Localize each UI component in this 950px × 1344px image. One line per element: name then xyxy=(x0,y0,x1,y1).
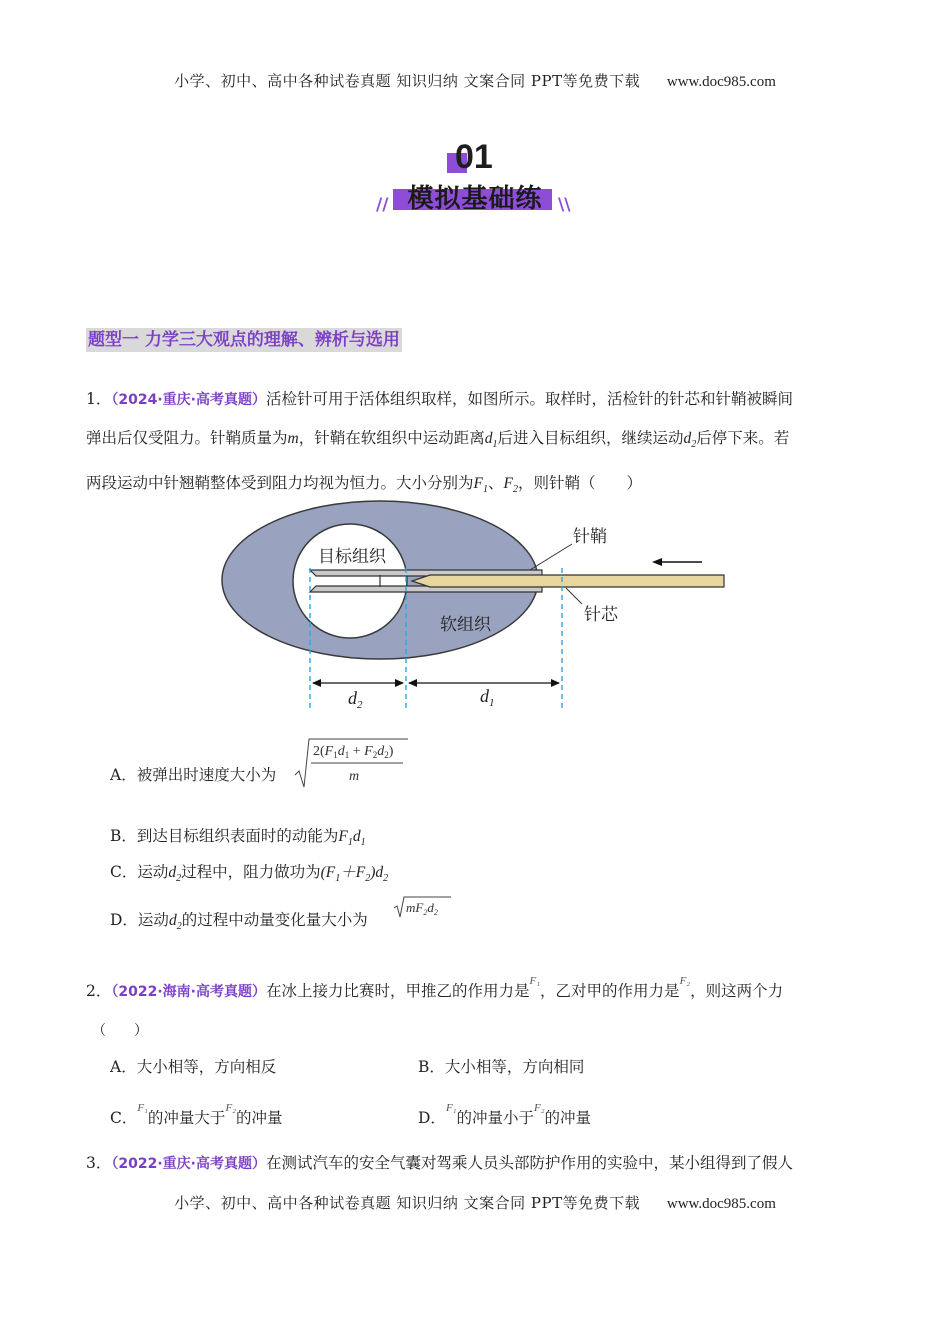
badge-title: 模拟基础练 xyxy=(407,184,543,214)
q1-figure xyxy=(200,498,740,714)
q1-line-2: 弹出后仅受阻力。针鞘质量为m，针鞘在软组织中运动距离$d_1$后进入目标组织，继续运动$d_2$后停下来。若 xyxy=(86,429,790,451)
q2-option-c[interactable]: C．$^{F_1}$的冲量大于$^{F_2}$的冲量 xyxy=(110,1102,283,1127)
q1-option-b[interactable]: B．到达目标组织表面时的动能为$F_1d_1$ xyxy=(110,827,366,849)
label-d1: $d_1$ xyxy=(480,686,495,709)
q2-paren: （ ） xyxy=(92,1023,148,1039)
badge-slash-right: \\ xyxy=(558,195,571,215)
label-soft-tissue: 软组织 xyxy=(440,615,491,635)
question-2: 2．（2022·海南·高考真题）在冰上接力比赛时，甲推乙的作用力是$^{F_1}$，乙对甲的作用力是$^{F_2}$，则这两个力 xyxy=(86,975,784,1000)
q1-line-1: 1．（2024·重庆·高考真题）活检针可用于活体组织取样，如图所示。取样时，活检针的针芯和针鞘被瞬间 xyxy=(86,390,793,408)
svg-text:mF2d2: $mF_2d_2$ xyxy=(406,900,438,917)
q2-source: （2022·海南·高考真题） xyxy=(111,984,266,1000)
label-sheath: 针鞘 xyxy=(573,527,607,547)
q1-option-c[interactable]: C．运动$d_2$过程中，阻力做功为$(F_1+F_2)d_2$ xyxy=(110,863,389,885)
q2-option-b[interactable]: B．大小相等，方向相同 xyxy=(418,1058,585,1076)
section-title: 题型一 力学三大观点的理解、辨析与选用 xyxy=(88,330,400,350)
q1-option-a[interactable]: A．被弹出时速度大小为 xyxy=(110,766,277,784)
q3-source: （2022·重庆·高考真题） xyxy=(111,1156,266,1172)
q1-line-3: 两段运动中针翘鞘整体受到阻力均视为恒力。大小分别为$F_1$、$F_2$，则针鞘（ ） xyxy=(86,474,642,496)
needle-core xyxy=(412,575,724,587)
badge-number: 01 xyxy=(455,138,493,176)
footer-site[interactable]: www.doc985.com xyxy=(666,1196,776,1212)
label-d2: $d_2$ xyxy=(348,688,363,711)
question-3: 3．（2022·重庆·高考真题）在测试汽车的安全气囊对驾乘人员头部防护作用的实验中，某小组得到了假人 xyxy=(86,1154,793,1172)
svg-text:m: m xyxy=(349,769,360,784)
question-1 xyxy=(86,380,866,509)
badge-slash-left: // xyxy=(376,195,389,215)
q1-source: （2024·重庆·高考真题） xyxy=(111,392,266,408)
page-header xyxy=(0,70,950,91)
footer-text: 小学、初中、高中各种试卷真题 知识归纳 文案合同 PPT等免费下载 xyxy=(174,1194,641,1212)
label-target-tissue: 目标组织 xyxy=(318,547,386,567)
q1-option-d-formula xyxy=(393,894,453,920)
page-footer xyxy=(0,1192,950,1213)
q2-option-d[interactable]: D．$^{F_1}$的冲量小于$^{F_2}$的冲量 xyxy=(418,1102,592,1127)
header-site[interactable]: www.doc985.com xyxy=(666,74,776,90)
label-core: 针芯 xyxy=(584,605,618,625)
q2-f1: F₁ xyxy=(529,975,541,987)
q2-f2: F₂ xyxy=(679,975,691,987)
header-text: 小学、初中、高中各种试卷真题 知识归纳 文案合同 PPT等免费下载 xyxy=(174,72,641,90)
q1-option-a-formula xyxy=(293,735,413,791)
svg-text:2(F1d1 + F2d2): $2(F_1d_1 + F_2d_2)$ xyxy=(313,744,394,760)
q2-option-a[interactable]: A．大小相等，方向相反 xyxy=(110,1058,277,1076)
q1-option-d[interactable]: D．运动$d_2$的过程中动量变化量大小为 xyxy=(110,911,368,933)
